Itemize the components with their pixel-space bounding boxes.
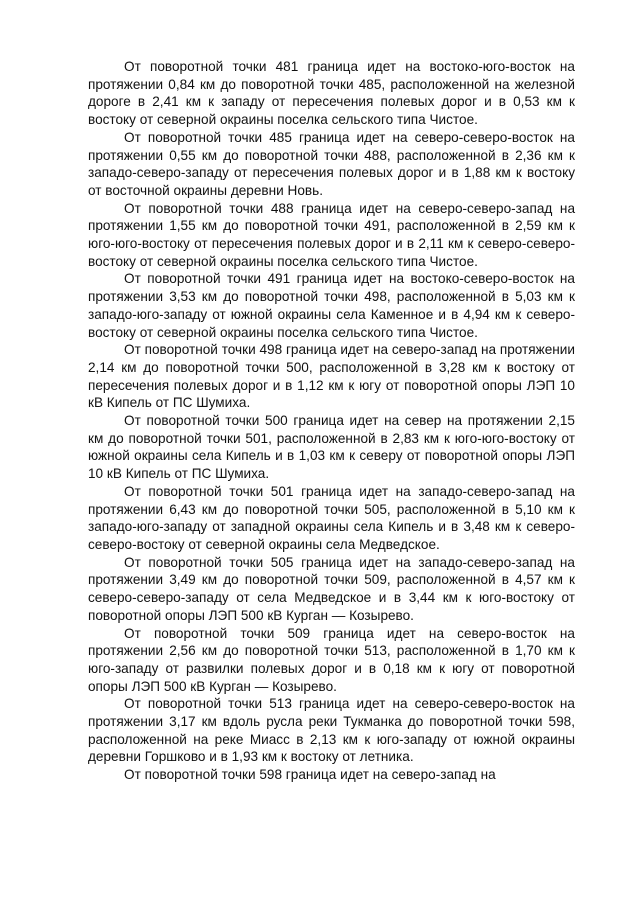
paragraph-488-491: От поворотной точки 488 граница идет на северо-северо-запад на протяжении 1,55 км до поворотной точки 491, расположенной в 2,59 км к юго-юго-востоку от пересечения полевых дорог и в 2,11 км к северо-северо-востоку от северной окраины поселка сельского типа Чистое. [88, 200, 575, 269]
paragraph-491-498: От поворотной точки 491 граница идет на востоко-северо-восток на протяжении 3,53 км до поворотной точки 498, расположенной в 5,03 км к западо-юго-западу от южной окраины села Каменное и в 4,94 км к северо-востоку от северной окраины поселка сельского типа Чистое. [88, 271, 575, 340]
paragraph-481-485: От поворотной точки 481 граница идет на востоко-юго-восток на протяжении 0,84 км до поворотной точки 485, расположенной на железной дороге в 2,41 км к западу от пересечения полевых дорог и в 0,53 км к востоку от северной окраины поселка сельского типа Чистое. [88, 59, 575, 128]
paragraph-498-500: От поворотной точки 498 граница идет на северо-запад на протяжении 2,14 км до поворотной точки 500, расположенной в 3,28 км к востоку от пересечения полевых дорог и в 1,12 км к югу от поворотной опоры ЛЭП 10 кВ Кипель от ПС Шумиха. [88, 342, 575, 411]
paragraph-509-513: От поворотной точки 509 граница идет на северо-восток на протяжении 2,56 км до поворотной точки 513, расположенной в 1,70 км к юго-западу от развилки полевых дорог и в 0,18 км к югу от поворотной опоры ЛЭП 500 кВ Курган — Козырево. [88, 625, 575, 694]
document-page [88, 58, 575, 784]
paragraph-513-598: От поворотной точки 513 граница идет на северо-северо-восток на протяжении 3,17 км вдоль русла реки Тукманка до поворотной точки 598, расположенной на реке Миасс в 2,13 км к юго-западу от южной окраины деревни Горшково и в 1,93 км к востоку от летника. [88, 696, 575, 765]
paragraph-505-509: От поворотной точки 505 граница идет на западо-северо-запад на протяжении 3,49 км до поворотной точки 509, расположенной в 4,57 км к северо-северо-западу от села Медведское и в 3,44 км к юго-востоку от поворотной опоры ЛЭП 500 кВ Курган — Козырево. [88, 554, 575, 623]
paragraph-501-505: От поворотной точки 501 граница идет на западо-северо-запад на протяжении 6,43 км до поворотной точки 505, расположенной в 5,10 км к западо-юго-западу от западной окраины села Кипель и в 3,48 км к северо-северо-востоку от северной окраины села Медведское. [88, 483, 575, 552]
paragraph-598-continued: От поворотной точки 598 граница идет на северо-запад на [124, 767, 496, 783]
paragraph-500-501: От поворотной точки 500 граница идет на север на протяжении 2,15 км до поворотной точки 501, расположенной в 2,83 км к юго-юго-востоку от южной окраины села Кипель и в 1,03 км к северу от поворотной опоры ЛЭП 10 кВ Кипель от ПС Шумиха. [88, 413, 575, 482]
paragraph-485-488: От поворотной точки 485 граница идет на северо-северо-восток на протяжении 0,55 км до поворотной точки 488, расположенной в 2,36 км к западо-северо-западу от пересечения полевых дорог и в 1,88 км к востоку от восточной окраины деревни Новь. [88, 129, 575, 198]
